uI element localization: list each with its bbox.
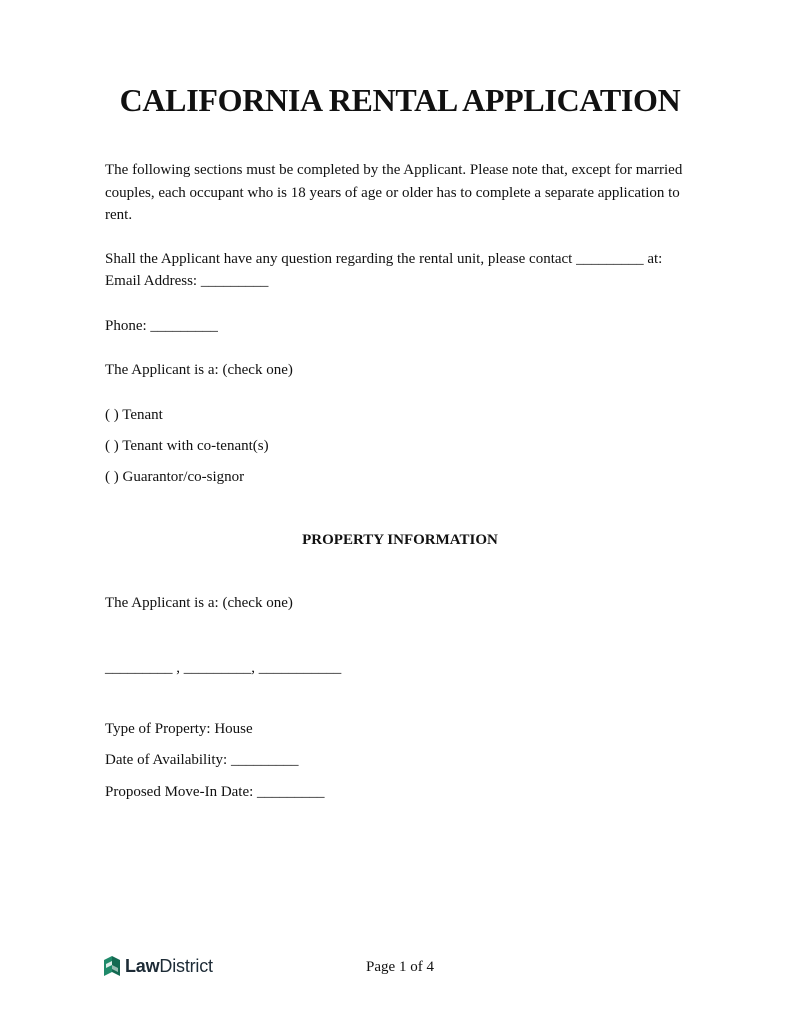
email-address-line: Email Address: _________ [105, 273, 269, 289]
property-applicant-prompt: The Applicant is a: (check one) [105, 595, 293, 611]
type-of-property: Type of Property: House [105, 721, 253, 737]
contact-line: Shall the Applicant have any question regarding the rental unit, please contact _________ at: [105, 251, 663, 267]
logo-text-law: Law [125, 956, 160, 976]
page-number: Page 1 of 4 [366, 959, 434, 975]
property-information-heading: PROPERTY INFORMATION [302, 532, 498, 548]
applicant-type-prompt: The Applicant is a: (check one) [105, 362, 293, 378]
intro-paragraph: The following sections must be completed by the Applicant. Please note that, except for married couples, each occupant who is 18 years of age or older has to complete a separate application to rent. [105, 162, 683, 223]
option-tenant: ( ) Tenant [105, 407, 163, 423]
document-title: CALIFORNIA RENTAL APPLICATION [119, 82, 681, 118]
option-guarantor: ( ) Guarantor/co-signor [105, 469, 245, 485]
option-tenant-with-co-tenants: ( ) Tenant with co-tenant(s) [105, 438, 269, 454]
proposed-move-in-date: Proposed Move-In Date: _________ [105, 784, 325, 800]
address-blanks: _________ , _________, ___________ [105, 660, 342, 676]
phone-line: Phone: _________ [105, 318, 218, 334]
date-of-availability: Date of Availability: _________ [105, 752, 299, 768]
logo-text-district: District [159, 956, 213, 976]
